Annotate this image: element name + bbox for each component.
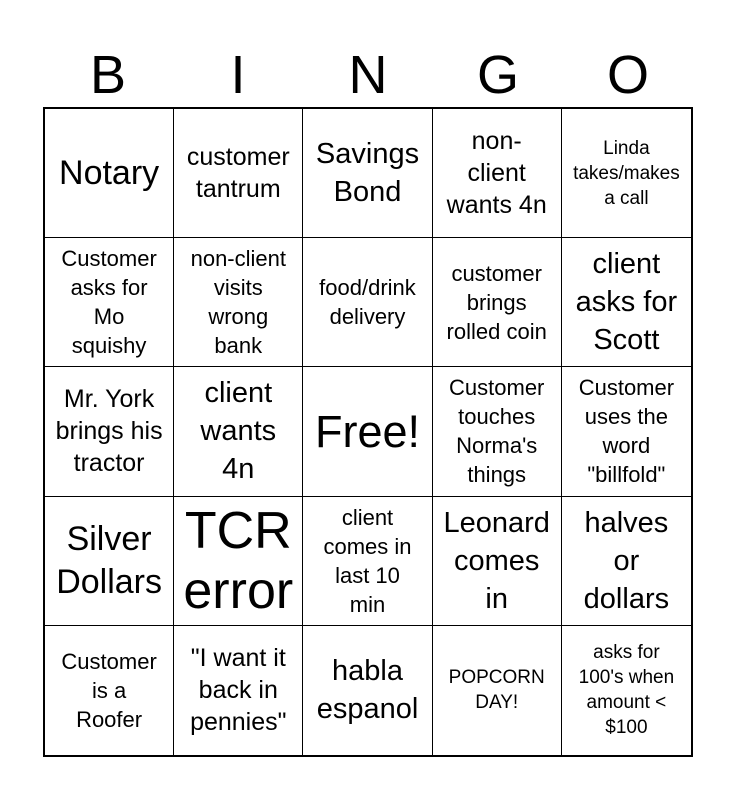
- bingo-cell[interactable]: [562, 626, 691, 755]
- cell-text: non- client wants 4n: [446, 127, 547, 220]
- cell-text: client wants 4n: [200, 377, 277, 486]
- cell-text: "I want it back in pennies": [190, 644, 287, 737]
- cell-text: Notary: [59, 153, 160, 192]
- cell-text: Linda takes/makes a call: [573, 137, 680, 209]
- bingo-cell[interactable]: [433, 238, 562, 367]
- header-letter-b: B: [89, 45, 127, 105]
- cell-text: client comes in last 10 min: [323, 504, 412, 617]
- cell-text: Customer uses the word "billfold": [578, 375, 675, 488]
- bingo-cell[interactable]: [45, 109, 174, 238]
- bingo-cell[interactable]: [433, 626, 562, 755]
- cell-text: non-client visits wrong bank: [190, 246, 286, 359]
- bingo-cell[interactable]: [174, 367, 303, 496]
- bingo-cell[interactable]: [303, 109, 432, 238]
- bingo-cell[interactable]: [45, 626, 174, 755]
- cell-text: Silver Dollars: [56, 519, 162, 601]
- cell-text: TCR error: [183, 501, 294, 620]
- bingo-cell[interactable]: [303, 626, 432, 755]
- cell-text: Mr. York brings his tractor: [55, 385, 163, 478]
- cell-text: Customer asks for Mo squishy: [61, 246, 157, 359]
- cell-text: habla espanol: [316, 655, 419, 726]
- bingo-cell[interactable]: [433, 367, 562, 496]
- bingo-header: [43, 44, 693, 106]
- bingo-cell[interactable]: [562, 497, 691, 626]
- cell-text: Customer is a Roofer: [61, 648, 157, 732]
- cell-text: client asks for Scott: [575, 248, 678, 357]
- bingo-cell[interactable]: [433, 109, 562, 238]
- bingo-cell[interactable]: [174, 238, 303, 367]
- cell-text: customer brings rolled coin: [446, 260, 547, 344]
- header-letter-g: G: [476, 45, 519, 105]
- bingo-cell[interactable]: [303, 238, 432, 367]
- cell-text: Leonard comes in: [443, 506, 550, 615]
- free-space-text: Free!: [314, 405, 420, 457]
- cell-text: Savings Bond: [315, 138, 420, 209]
- bingo-cell[interactable]: [303, 497, 432, 626]
- header-letter-n: N: [348, 45, 388, 105]
- bingo-cell[interactable]: [433, 497, 562, 626]
- bingo-cell[interactable]: [562, 109, 691, 238]
- bingo-cell[interactable]: [174, 626, 303, 755]
- bingo-cell[interactable]: [562, 238, 691, 367]
- header-letter-o: O: [606, 45, 649, 105]
- header-letter-i: I: [230, 45, 246, 105]
- bingo-cell[interactable]: [562, 367, 691, 496]
- cell-text: customer tantrum: [186, 143, 290, 204]
- bingo-cell[interactable]: [174, 109, 303, 238]
- cell-text: Customer touches Norma's things: [449, 375, 545, 488]
- bingo-cell-free[interactable]: [303, 367, 432, 496]
- cell-text: halves or dollars: [583, 506, 670, 615]
- cell-text: asks for 100's when amount < $100: [578, 642, 675, 739]
- bingo-cell[interactable]: [45, 497, 174, 626]
- bingo-cell[interactable]: [45, 238, 174, 367]
- cell-text: food/drink delivery: [319, 275, 416, 330]
- bingo-cell[interactable]: [174, 497, 303, 626]
- bingo-cell[interactable]: [45, 367, 174, 496]
- bingo-board: [43, 107, 693, 757]
- cell-text: POPCORN DAY!: [448, 667, 545, 714]
